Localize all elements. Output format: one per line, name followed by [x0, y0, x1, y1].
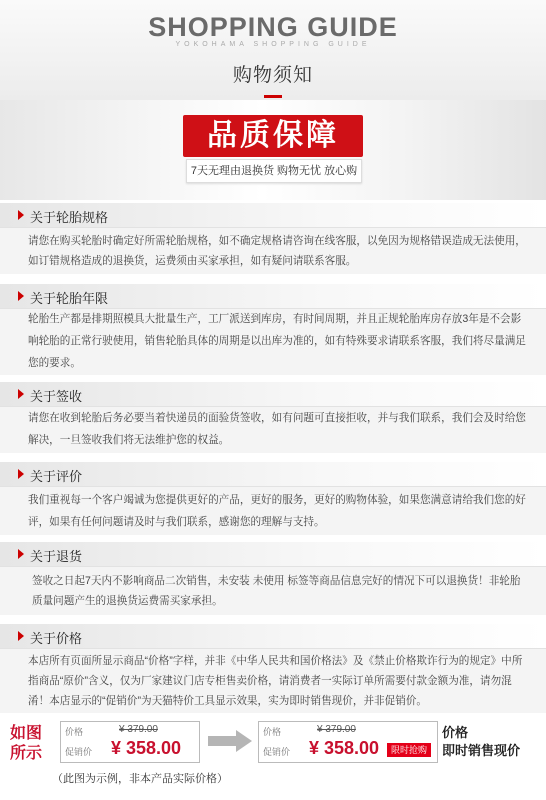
section-text: 请您在购买轮胎时确定好所需轮胎规格，如不确定规格请咨询在线客服，以免因为规格错误造成无法使用，如订错规格造成的退换货，运费须由买家承担，如有疑问请联系客服。 — [28, 235, 526, 267]
right-arrow-icon — [208, 730, 252, 752]
section-title: 关于签收 — [30, 389, 83, 404]
new-price: ¥ 358.00 — [309, 738, 380, 758]
triangle-arrow-icon — [18, 291, 24, 301]
price-caption-line-2: 即时销售现价 — [442, 743, 521, 758]
price-example-before — [60, 721, 200, 763]
promo-label: 促销价 — [263, 747, 291, 757]
example-label: 如图所示 — [10, 725, 43, 762]
section-body-spec — [0, 227, 546, 274]
section-body-return — [0, 566, 546, 615]
section-body-price — [0, 648, 546, 713]
section-text: 本店所有页面所显示商品“价格”字样，并非《中华人民共和国价格法》及《禁止价格欺诈行为的规定》中所指商品“原价”含义，仅为厂家建议门店专柜售卖价格，请消费者一实际订单所需要付款金额为准，请勿混淆！本店显示的“促销价”为天猫特价工具显示效果，实为即时销售现价，并非促销价。 — [28, 655, 523, 707]
quality-title: 品质保障 — [207, 119, 339, 152]
header-accent-bar — [264, 95, 282, 98]
triangle-arrow-icon — [18, 210, 24, 220]
old-price: ¥ 379.00 — [119, 724, 158, 735]
section-header-price — [0, 624, 546, 648]
section-header-age — [0, 284, 546, 308]
price-label: 价格 — [263, 727, 282, 737]
section-text: 我们重视每一个客户竭诚为您提供更好的产品，更好的服务，更好的购物体验，如果您满意请给我们您的好评，如果有任何问题请及时与我们联系，感谢您的理解与支持。 — [28, 494, 526, 528]
promo-label: 促销价 — [65, 747, 93, 757]
section-title: 关于轮胎规格 — [30, 210, 109, 225]
price-label: 价格 — [65, 727, 84, 737]
triangle-arrow-icon — [18, 469, 24, 479]
price-example-after — [258, 721, 438, 763]
section-body-signing — [0, 406, 546, 453]
header-subtitle: YOKOHAMA SHOPPING GUIDE — [175, 41, 371, 48]
section-title: 关于轮胎年限 — [30, 291, 109, 306]
triangle-arrow-icon — [18, 389, 24, 399]
section-header-signing — [0, 382, 546, 406]
price-caption-line-1: 价格 — [442, 725, 469, 740]
example-note: （此图为示例，非本产品实际价格） — [52, 773, 228, 785]
limited-sale-badge: 限时抢购 — [387, 743, 431, 757]
section-title: 关于退货 — [30, 549, 83, 564]
price-caption — [442, 724, 520, 760]
section-header-review — [0, 462, 546, 486]
section-text: 请您在收到轮胎后务必要当着快递员的面验货签收，如有问题可直接拒收，并与我们联系，我们会及时给您解决，一旦签收我们将无法维护您的权益。 — [28, 412, 526, 446]
header-cn-title: 购物须知 — [232, 65, 313, 86]
header-title: SHOPPING GUIDE — [148, 12, 398, 42]
triangle-arrow-icon — [18, 549, 24, 559]
quality-subtitle: 7天无理由退换货 购物无忧 放心购 — [186, 159, 362, 183]
section-header-spec — [0, 203, 546, 227]
old-price: ¥ 379.00 — [317, 724, 356, 735]
section-text: 签收之日起7天内不影响商品二次销售，未安装 未使用 标签等商品信息完好的情况下可以退换货！非轮胎质量问题产生的退换货运费需买家承担。 — [32, 575, 521, 607]
header — [0, 0, 546, 100]
new-price: ¥ 358.00 — [111, 738, 182, 758]
section-body-age — [0, 308, 546, 375]
section-header-return — [0, 542, 546, 566]
section-title: 关于评价 — [30, 469, 83, 484]
triangle-arrow-icon — [18, 631, 24, 641]
section-title: 关于价格 — [30, 631, 83, 646]
section-body-review — [0, 486, 546, 535]
section-text: 轮胎生产都是排期照模具大批量生产，工厂派送到库房，有时间周期，并且正规轮胎库房存放3年是不会影响轮胎的正常行驶使用，销售轮胎具体的周期是以出库为准的，如有特殊要求请联系客服，我们将尽量满足您的要求。 — [28, 313, 526, 369]
